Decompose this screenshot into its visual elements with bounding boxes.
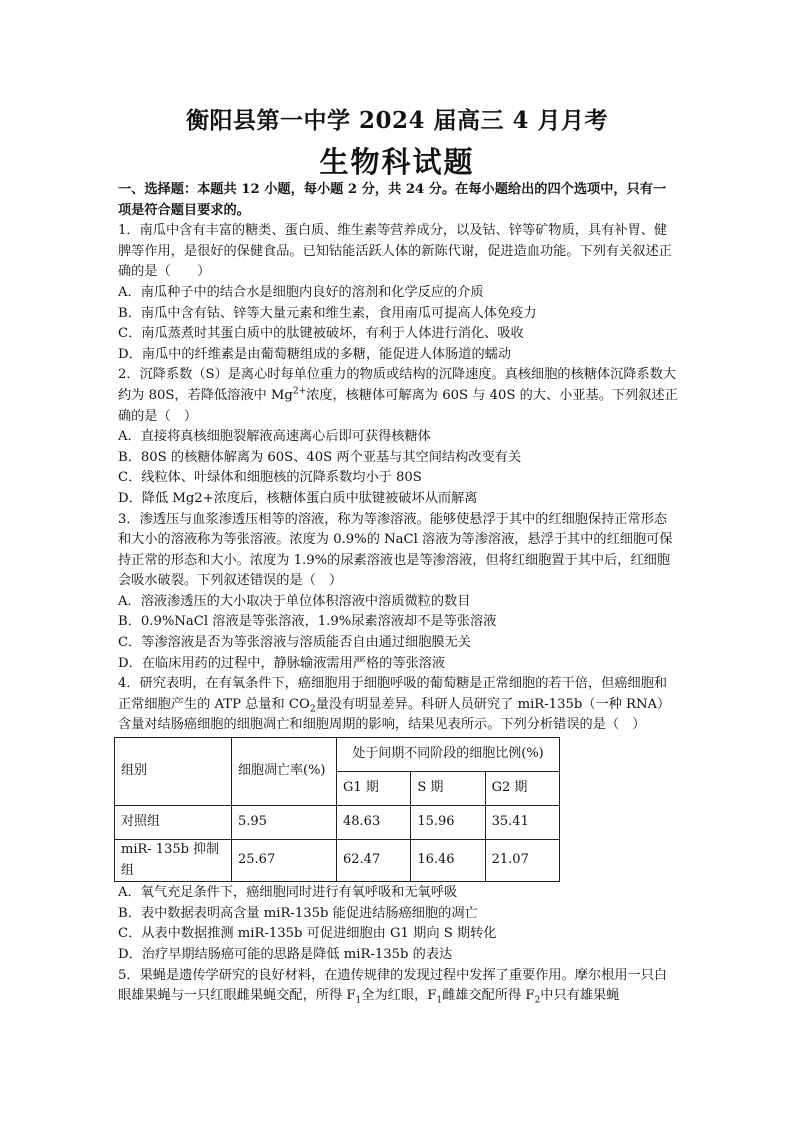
q2-option-b: B．80S 的核糖体解离为 60S、40S 两个亚基与其空间结构改变有关: [118, 449, 522, 465]
table-cell-g2: 35.41: [485, 806, 559, 840]
q2-stem-part1: 2．沉降系数（S）是离心时每单位重力的物质或结构的沉降速度。真核细胞的核糖体沉降系数大约为 80S，若降低溶液中 Mg: [118, 367, 677, 403]
table-cell-apoptosis: 25.67: [232, 840, 337, 882]
q1-option-a: A．南瓜种子中的结合水是细胞内良好的溶剂和化学反应的介质: [118, 284, 484, 300]
q5-sub-f2: 2: [534, 995, 541, 1006]
table-row: [115, 840, 560, 882]
table-header-apoptosis: 细胞凋亡率(%): [232, 738, 337, 806]
q3-option-d: D．在临床用药的过程中，静脉输液需用严格的等张溶液: [118, 655, 446, 671]
q5-stem-part4: 中只有雄果蝇: [540, 988, 620, 1004]
table-header-g2: G2 期: [485, 772, 559, 806]
exam-body: [118, 180, 678, 1007]
table-row: [115, 806, 560, 840]
section-heading: 一、选择题：本题共 12 小题，每小题 2 分，共 24 分。在每小题给出的四个选项中，只有一项是符合题目要求的。: [118, 182, 667, 218]
q2-option-c: C．线粒体、叶绿体和细胞核的沉降系数均小于 80S: [118, 470, 422, 486]
q5-stem-part2: 全为红眼，F: [361, 988, 437, 1004]
q1-option-c: C．南瓜蒸煮时其蛋白质中的肽键被破坏，有利于人体进行消化、吸收: [118, 326, 524, 342]
q4-option-c: C．从表中数据推测 miR-135b 可促进细胞由 G1 期向 S 期转化: [118, 926, 497, 942]
q5-sub-f1: 1: [355, 995, 362, 1006]
table-cell-g1: 48.63: [337, 806, 411, 840]
q4-stem: [118, 674, 678, 736]
table-cell-g2: 21.07: [485, 840, 559, 882]
q4-stem-part1: 4．研究表明，在有氧条件下，癌细胞用于细胞呼吸的葡萄糖是正常细胞的若干倍，但癌细胞和正常细胞产生的 ATP 总量和 CO: [118, 676, 668, 712]
q3-option-a: A．溶液渗透压的大小取决于单位体积溶液中溶质微粒的数目: [118, 593, 471, 609]
q1-option-d: D．南瓜中的纤维素是由葡萄糖组成的多糖，能促进人体肠道的蠕动: [118, 346, 512, 362]
q5-stem: [118, 966, 678, 1007]
q4-stem-subscript: 2: [309, 704, 316, 715]
q4-option-b: B．表中数据表明高含量 miR-135b 能促进结肠癌细胞的凋亡: [118, 905, 478, 921]
q5-sub-f1b: 1: [436, 995, 443, 1006]
q2-stem-part2: 浓度，核糖体可解离为 60S 与 40S 的大、小亚基。下列叙述正确的是（ ）: [118, 387, 678, 424]
table-header-g1: G1 期: [337, 772, 411, 806]
table-cell-apoptosis: 5.95: [232, 806, 337, 840]
table-cell-group: miR- 135b 抑制组: [115, 840, 232, 882]
table-header-phase: 处于间期不同阶段的细胞比例(%): [337, 738, 560, 772]
q3-option-c: C．等渗溶液是否为等张溶液与溶质能否自由通过细胞膜无关: [118, 635, 471, 651]
q2-stem: [118, 365, 678, 427]
q4-option-d: D．治疗早期结肠癌可能的思路是降低 miR-135b 的表达: [118, 947, 453, 962]
q1-stem: 1．南瓜中含有丰富的糖类、蛋白质、维生素等营养成分，以及钴、锌等矿物质，具有补胃、健脾等作用，是很好的保健食品。已知钴能活跃人体的新陈代谢，促进造血功能。下列有关叙述正确的是（ ）: [118, 223, 672, 280]
q3-option-b: B．0.9%NaCl 溶液是等张溶液，1.9%尿素溶液却不是等张溶液: [118, 614, 497, 630]
table-header-group: 组别: [115, 738, 232, 806]
exam-title: 衡阳县第一中学 2024 届高三 4 月月考: [185, 107, 609, 134]
q4-data-table: [114, 737, 560, 882]
table-cell-s: 15.96: [411, 806, 485, 840]
q1-option-b: B．南瓜中含有钴、锌等大量元素和维生素，食用南瓜可提高人体免疫力: [118, 305, 537, 321]
table-header-row: [115, 738, 560, 772]
table-cell-group: 对照组: [115, 806, 232, 840]
q3-stem: 3．渗透压与血浆渗透压相等的溶液，称为等渗溶液。能够使悬浮于其中的红细胞保持正常形态和大小的溶液称为等张溶液。浓度为 0.9%的 NaCl 溶液为等渗溶液，悬浮于其中的红细胞可保持正常的形态和大小。浓度为 1.9%的尿素溶液也是等渗溶液，但将红细胞置于其中后，红细胞会吸水破裂。下列叙述错误的是（ ）: [118, 511, 673, 589]
table-header-s: S 期: [411, 772, 485, 806]
exam-subtitle: 生物科试题: [319, 145, 475, 179]
table-cell-g1: 62.47: [337, 840, 411, 882]
q2-stem-superscript: 2+: [292, 386, 307, 397]
q5-stem-part3: 雌雄交配所得 F: [442, 988, 535, 1004]
table-cell-s: 16.46: [411, 840, 485, 882]
q4-option-a: A．氧气充足条件下，癌细胞同时进行有氧呼吸和无氧呼吸: [118, 885, 458, 901]
q5-stem-part1: 5．果蝇是遗传学研究的良好材料，在遗传规律的发现过程中发挥了重要作用。摩尔根用一只白眼雄果蝇与一只红眼雌果蝇交配，所得 F: [118, 967, 668, 1004]
q2-option-a: A．直接将真核细胞裂解液高速离心后即可获得核糖体: [118, 429, 431, 445]
q2-option-d: D．降低 Mg2+浓度后，核糖体蛋白质中肽键被破坏从而解离: [118, 490, 478, 506]
q4-stem-part2: 量没有明显差异。科研人员研究了 miR-135b（一种 RNA）含量对结肠癌细胞的细胞凋亡和细胞周期的影响，结果见表所示。下列分析错误的是（ ）: [118, 696, 671, 733]
